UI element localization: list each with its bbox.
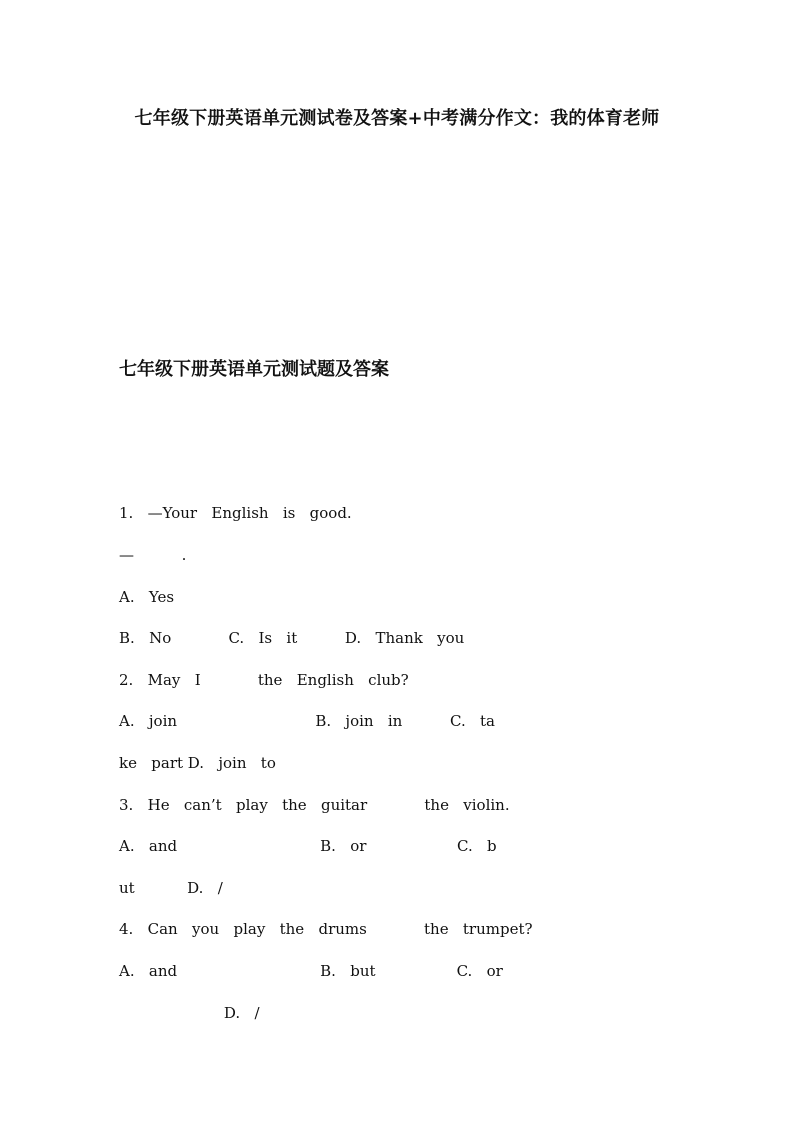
question-1-options-bcd: B. No C. Is it D. Thank you xyxy=(119,629,465,647)
question-2-options-line-2: ke part D. join to xyxy=(119,754,276,772)
question-1-option-a: A. Yes xyxy=(119,588,175,606)
question-4-options-line-2: D. / xyxy=(119,1004,260,1022)
document-title: 七年级下册英语单元测试卷及答案+中考满分作文：我的体育老师 xyxy=(134,108,660,129)
question-3-options-line-2: ut D. / xyxy=(119,879,223,897)
question-1-line: 1. —Your English is good. xyxy=(119,504,352,522)
question-3-line: 3. He can’t play the guitar the violin. xyxy=(119,796,510,814)
question-3-options-line-1: A. and B. or C. b xyxy=(119,837,497,855)
section-title: 七年级下册英语单元测试题及答案 xyxy=(119,359,389,380)
question-2-options-line-1: A. join B. join in C. ta xyxy=(119,712,495,730)
question-4-options-line-1: A. and B. but C. or xyxy=(119,962,503,980)
question-1-answer-blank: — . xyxy=(119,546,187,564)
question-2-line: 2. May I the English club? xyxy=(119,671,409,689)
question-4-line: 4. Can you play the drums the trumpet? xyxy=(119,920,533,938)
